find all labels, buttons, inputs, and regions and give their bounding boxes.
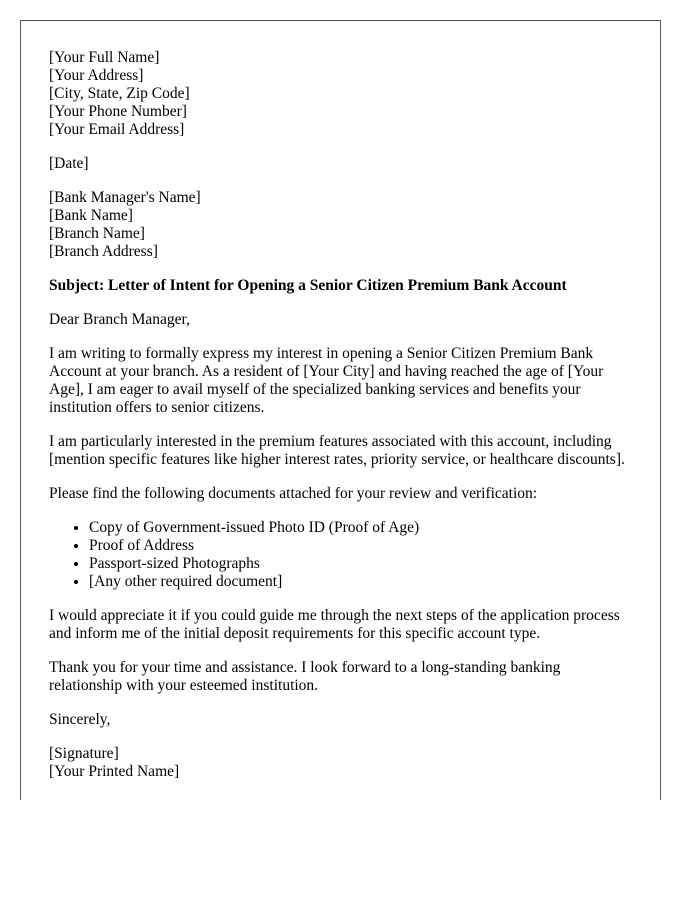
- recipient-bank-name: [Bank Name]: [49, 207, 133, 224]
- list-item: • Proof of Address: [89, 537, 632, 555]
- recipient-address-block: [49, 189, 632, 261]
- sender-phone: [Your Phone Number]: [49, 103, 187, 120]
- sender-email: [Your Email Address]: [49, 121, 185, 138]
- sender-address: [Your Address]: [49, 67, 144, 84]
- body-paragraph-next-steps: I would appreciate it if you could guide me through the next steps of the application process and inform me of the initial deposit requirements for this specific account type.: [49, 607, 620, 642]
- printed-name: [Your Printed Name]: [49, 763, 180, 780]
- signature-block: [49, 745, 632, 781]
- body-paragraph-documents: Please find the following documents attached for your review and verification:: [49, 485, 538, 502]
- sender-full-name: [Your Full Name]: [49, 49, 160, 66]
- list-item: • [Any other required document]: [89, 573, 632, 591]
- subject-line: Subject: Letter of Intent for Opening a Senior Citizen Premium Bank Account: [49, 277, 567, 294]
- body-paragraph-features: I am particularly interested in the premium features associated with this account, including [mention specific features like higher interest rates, priority service, or healthcare discounts].: [49, 433, 625, 468]
- recipient-branch-address: [Branch Address]: [49, 243, 158, 260]
- date-line: [Date]: [49, 155, 89, 172]
- letter-page: [20, 20, 661, 800]
- list-item: • Copy of Government-issued Photo ID (Proof of Age): [89, 519, 632, 537]
- recipient-branch-name: [Branch Name]: [49, 225, 145, 242]
- body-paragraph-intro: I am writing to formally express my interest in opening a Senior Citizen Premium Bank Account at your branch. As a resident of [Your City] and having reached the age of [Your Age], I am eager to avail myself of the specialized banking services and benefits your institution offers to senior citizens.: [49, 345, 604, 416]
- sender-address-block: [49, 49, 632, 139]
- recipient-manager-name: [Bank Manager's Name]: [49, 189, 201, 206]
- signature-placeholder: [Signature]: [49, 745, 119, 762]
- documents-list: [49, 519, 632, 591]
- list-item: • Passport-sized Photographs: [89, 555, 632, 573]
- salutation: Dear Branch Manager,: [49, 311, 190, 328]
- closing: Sincerely,: [49, 711, 111, 728]
- body-paragraph-thanks: Thank you for your time and assistance. I look forward to a long-standing banking relationship with your esteemed institution.: [49, 659, 561, 694]
- sender-city-state-zip: [City, State, Zip Code]: [49, 85, 190, 102]
